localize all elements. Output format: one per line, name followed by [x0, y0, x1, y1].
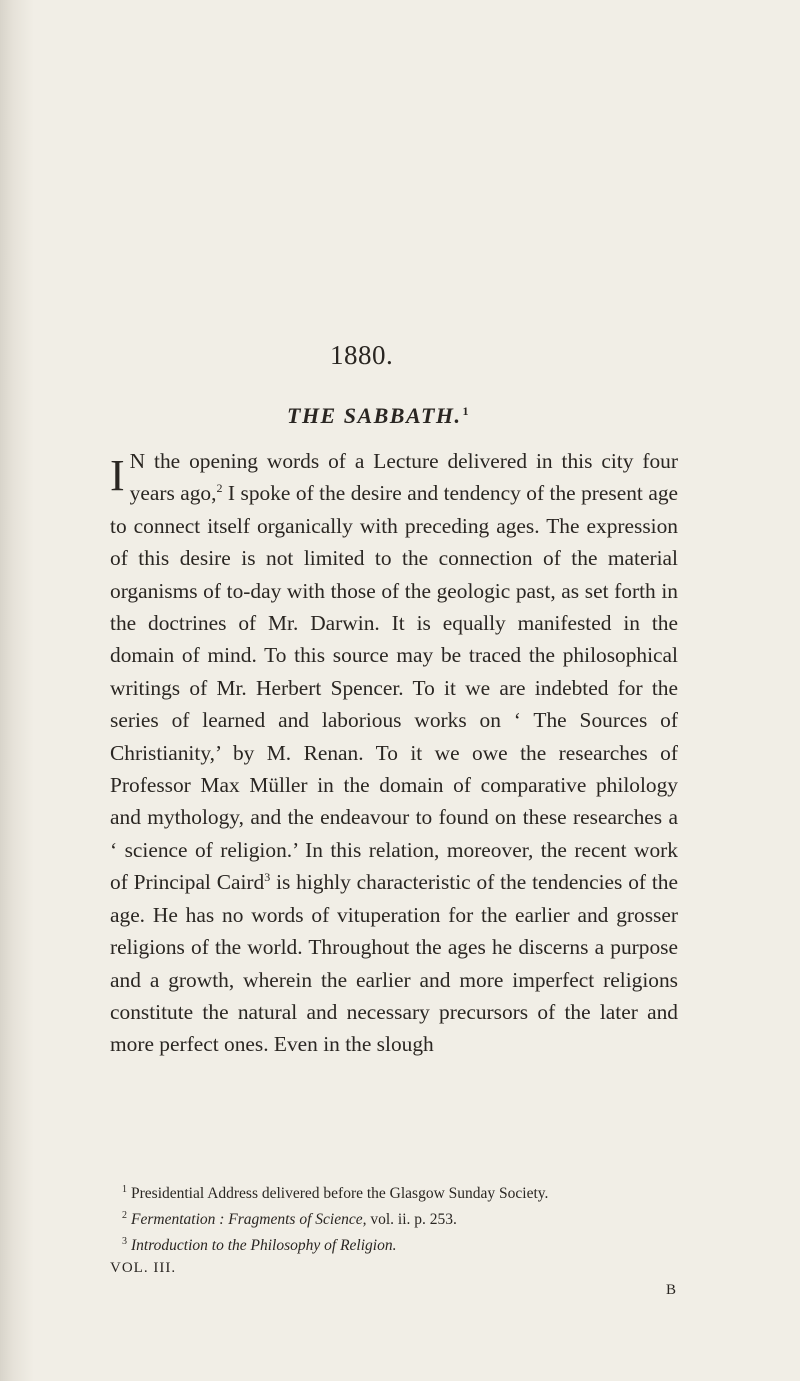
footnotes [110, 1180, 680, 1258]
chapter-title [287, 403, 470, 429]
footnote-ref-3: 3 [264, 870, 271, 885]
footnote-2 [110, 1206, 680, 1230]
footnote-text: vol. ii. p. 253. [366, 1211, 457, 1229]
footnote-text: Presidential Address delivered before the Glasgow Sunday Society. [131, 1185, 549, 1203]
footnote-3 [110, 1232, 680, 1256]
body-text-part-3: is highly characteristic of the tendencies of the age. He has no words of vituperation for the earlier and grosser religions of the world. Throughout the ages he discerns a purpose and a growth, wherein the earlier and more imperfect religions constitute the natural and necessary precursors of the later and more perfect ones. Even in the slough [110, 870, 678, 1057]
year-heading: 1880. [330, 340, 394, 370]
footnote-mark: 2 [122, 1210, 127, 1222]
footnote-mark: 1 [122, 1184, 127, 1195]
footnote-italic: Fermentation : Fragments of Science, [131, 1211, 367, 1229]
body-text-part-2: I spoke of the desire and tendency of the present age to connect itself organically with preceding ages. The expression of this desire is not limited to the connection of the material organisms of to-day with those of the geologic past, as set forth in the doctrines of Mr. Darwin. It is equally manifested in the domain of mind. To this source may be traced the philosophical writings of Mr. Herbert Spencer. To it we are indebted for the series of learned and laborious works on ‘ The Sources of Christianity,’ by M. Renan. To it we owe the researches of Professor Max Müller in the domain of comparative philology and mythology, and the endeavour to found on these researches a ‘ science of religion.’ In this relation, moreover, the recent work of Principal Caird [110, 481, 679, 895]
drop-cap: I [110, 451, 125, 500]
title-footnote-ref: 1 [462, 403, 470, 418]
footnote-italic: Introduction to the Philosophy of Religion. [131, 1237, 397, 1255]
chapter-title-text: THE SABBATH. [287, 403, 462, 428]
body-text-part-1: N the opening words of a Lecture delivered in this city four years ago, [129, 449, 678, 506]
footnote-mark: 3 [122, 1236, 127, 1248]
body-paragraph [110, 445, 678, 1061]
footnote-1 [110, 1180, 680, 1204]
signature-mark: B [665, 1282, 676, 1298]
footnote-ref-2: 2 [216, 481, 223, 496]
volume-label: VOL. III. [110, 1260, 177, 1276]
